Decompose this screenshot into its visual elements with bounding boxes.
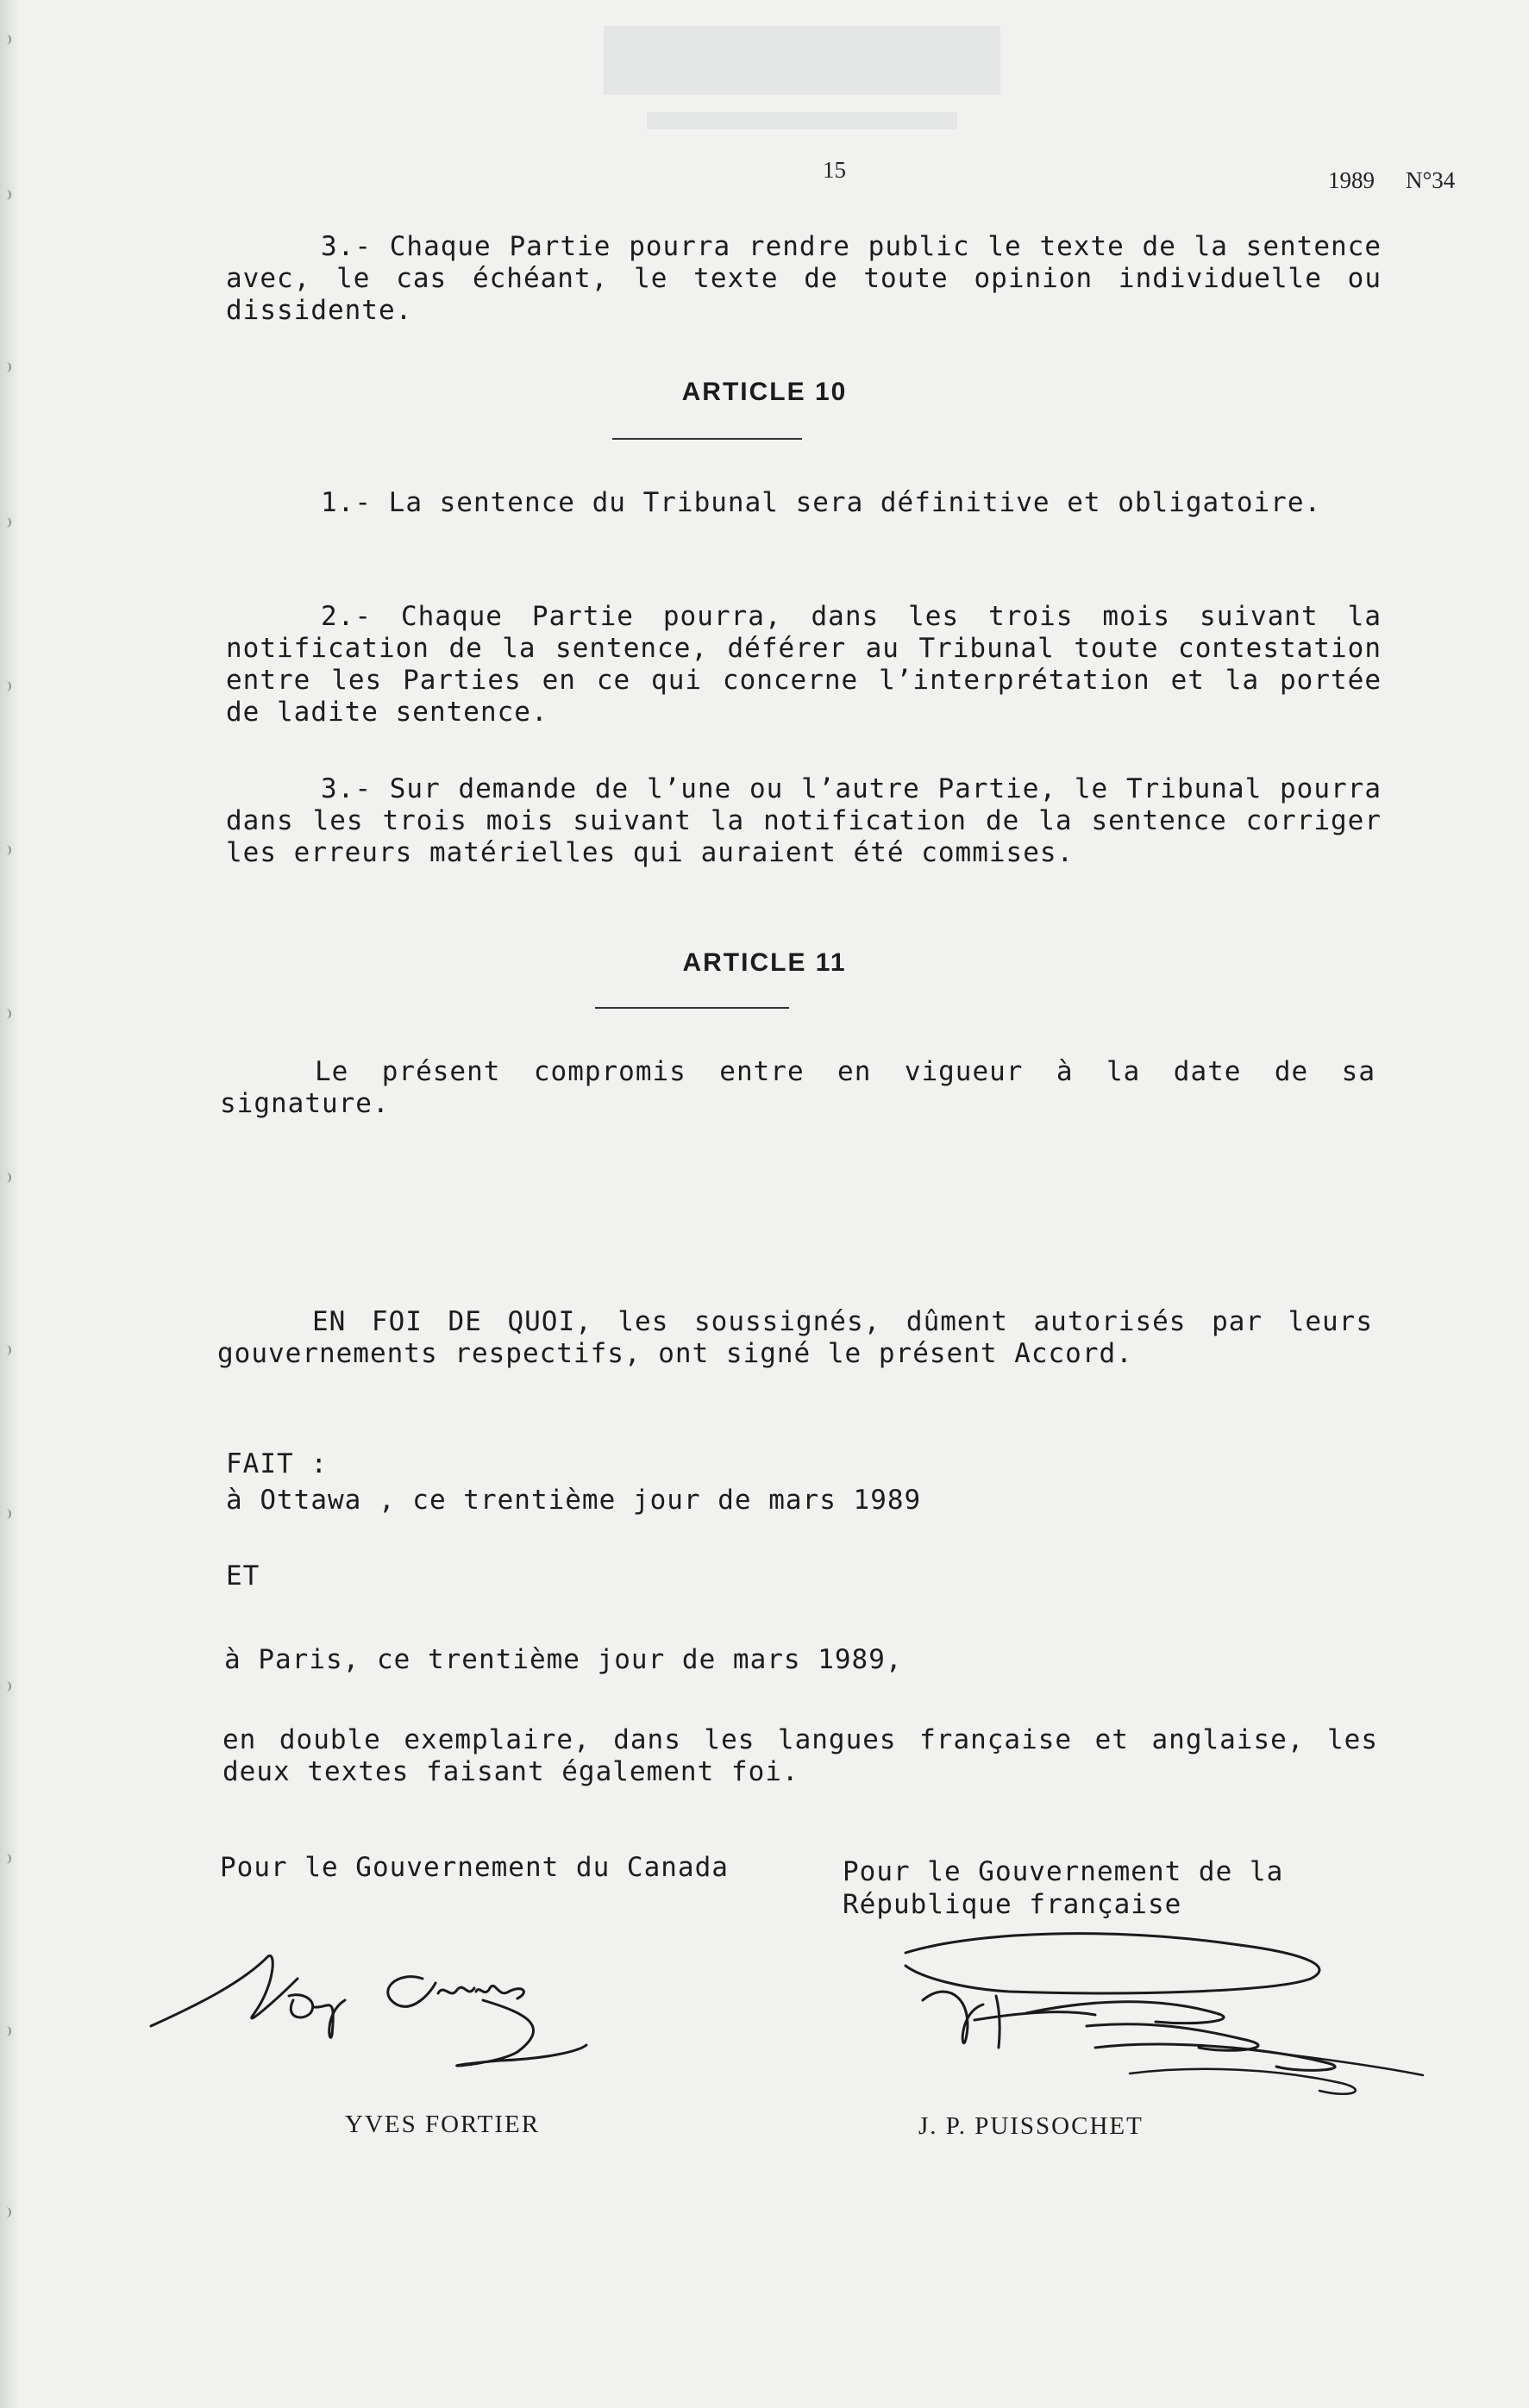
binding-hole: [2, 34, 11, 45]
article11-paragraph: Le présent compromis entre en vigueur à la date de sa signature.: [220, 1056, 1375, 1119]
heading-underline: [612, 438, 802, 440]
article9-paragraph-3: 3.- Chaque Partie pourra rendre public le texte de la sentence avec, le cas échéant, le texte de toute opinion individuelle ou dissidente.: [226, 231, 1382, 326]
fait-label: FAIT :: [226, 1448, 328, 1479]
article10-paragraph-1: 1.- La sentence du Tribunal sera définitive et obligatoire.: [321, 487, 1322, 518]
bleed-through-shadow: [595, 9, 1009, 155]
binding-hole: [2, 1854, 11, 1864]
paris-line: à Paris, ce trentième jour de mars 1989,: [224, 1644, 903, 1675]
witness-clause: EN FOI DE QUOI, les soussignés, dûment autorisés par leurs gouvernements respectifs, ont signé le présent Accord.: [217, 1306, 1373, 1369]
france-signatory-name: J. P. PUISSOCHET: [918, 2112, 1144, 2140]
canada-signature: [147, 1931, 595, 2078]
heading-underline: [595, 1007, 789, 1009]
languages-clause: en double exemplaire, dans les langues française et anglaise, les deux textes faisant également foi.: [222, 1724, 1378, 1787]
binding-hole: [2, 681, 11, 691]
binding-hole: [2, 1345, 11, 1355]
binding-hole: [2, 845, 11, 855]
france-title-line-1: Pour le Gouvernement de la: [843, 1856, 1284, 1887]
article-11-heading: ARTICLE 11: [682, 948, 847, 977]
gazette-issue: N°34: [1406, 167, 1456, 193]
france-title-line-2: République française: [843, 1889, 1182, 1920]
ottawa-line: à Ottawa , ce trentième jour de mars 1989: [226, 1485, 922, 1516]
binding-edge: [0, 0, 17, 2408]
binding-hole: [2, 2026, 11, 2036]
page-header: [0, 157, 1529, 200]
article10-paragraph-3: 3.- Sur demande de l’une ou l’autre Partie, le Tribunal pourra dans les trois mois suivant la notification de la sentence corriger les erreurs matérielles qui auraient été commises.: [226, 773, 1382, 868]
gazette-year: 1989: [1328, 167, 1375, 193]
et-line: ET: [226, 1561, 260, 1592]
article10-paragraph-2: 2.- Chaque Partie pourra, dans les trois mois suivant la notification de la sentence, déférer au Tribunal toute contestation entre les Parties en ce qui concerne l’interprétation et la portée de ladite sentence.: [226, 601, 1382, 728]
article-10-heading: ARTICLE 10: [681, 378, 848, 406]
binding-hole: [2, 362, 11, 372]
france-signature-title: [843, 1855, 1283, 1921]
binding-hole: [2, 517, 11, 528]
binding-hole: [2, 2207, 11, 2217]
binding-hole: [2, 1509, 11, 1519]
binding-hole: [2, 1173, 11, 1183]
canada-signature-title: Pour le Gouvernement du Canada: [220, 1852, 729, 1883]
binding-hole: [2, 1009, 11, 1019]
france-signature: [871, 1918, 1432, 2117]
page-number: 15: [823, 157, 846, 183]
binding-hole: [2, 1681, 11, 1692]
canada-signatory-name: YVES FORTIER: [345, 2111, 541, 2138]
